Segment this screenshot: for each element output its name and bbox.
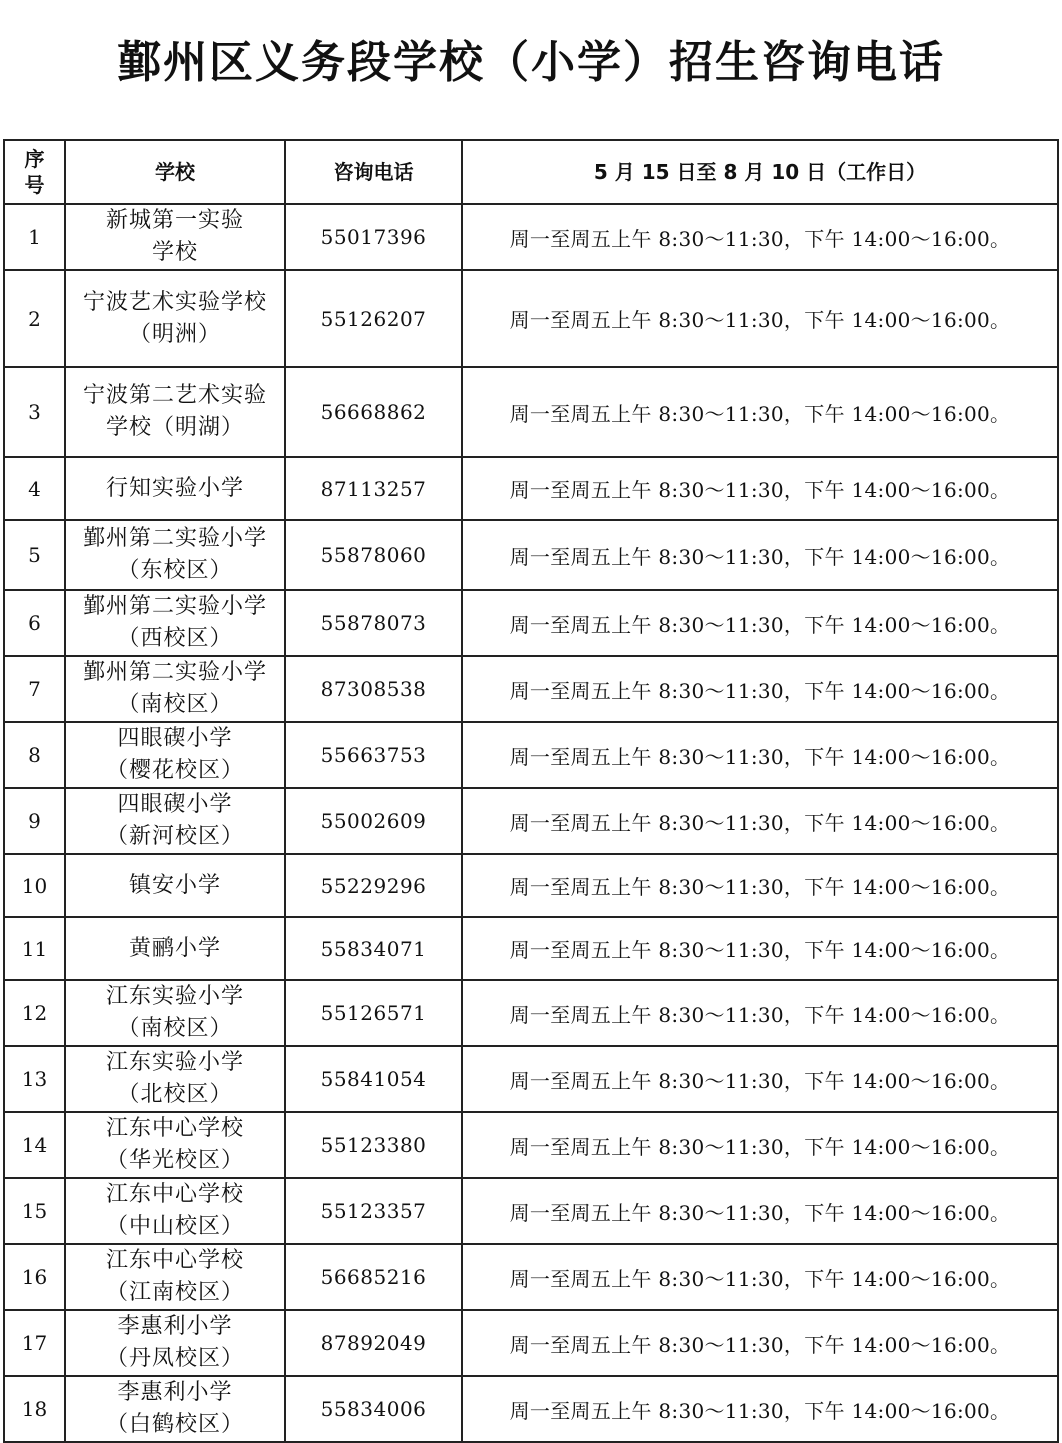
row-hours: 周一至周五上午 8:30～11:30，下午 14:00～16:00。 — [462, 854, 1058, 917]
school-name-line1: 宁波艺术实验学校 — [82, 289, 267, 315]
row-school — [65, 590, 285, 656]
table-body — [4, 204, 1058, 1442]
row-seq: 15 — [4, 1178, 65, 1244]
row-hours: 周一至周五上午 8:30～11:30，下午 14:00～16:00。 — [462, 1178, 1058, 1244]
row-seq: 6 — [4, 590, 65, 656]
row-seq: 3 — [4, 367, 65, 457]
school-name-line2: （西校区） — [117, 626, 233, 651]
row-school — [65, 980, 285, 1046]
row-phone: 55229296 — [285, 854, 462, 917]
row-hours: 周一至周五上午 8:30～11:30，下午 14:00～16:00。 — [462, 367, 1058, 457]
row-school — [65, 1310, 285, 1376]
row-seq: 7 — [4, 656, 65, 722]
row-hours: 周一至周五上午 8:30～11:30，下午 14:00～16:00。 — [462, 520, 1058, 590]
school-name-line1: 李惠利小学 — [117, 1314, 233, 1339]
row-phone: 87308538 — [285, 656, 462, 722]
table-row — [4, 722, 1058, 788]
row-phone: 87892049 — [285, 1310, 462, 1376]
header-phone: 咨询电话 — [285, 140, 462, 204]
row-hours: 周一至周五上午 8:30～11:30，下午 14:00～16:00。 — [462, 1244, 1058, 1310]
table-row — [4, 1046, 1058, 1112]
school-name-line2: （中山校区） — [105, 1214, 244, 1239]
row-seq: 10 — [4, 854, 65, 917]
row-hours: 周一至周五上午 8:30～11:30，下午 14:00～16:00。 — [462, 656, 1058, 722]
school-name-line1: 行知实验小学 — [105, 475, 244, 501]
table-row — [4, 656, 1058, 722]
row-phone: 55878073 — [285, 590, 462, 656]
school-name-line2: （江南校区） — [105, 1280, 244, 1305]
school-name-line1: 宁波第二艺术实验 — [82, 383, 267, 408]
school-name-line1: 鄞州第二实验小学 — [82, 660, 267, 685]
row-seq: 11 — [4, 917, 65, 980]
page-title: 鄞州区义务段学校（小学）招生咨询电话 — [117, 37, 945, 88]
row-hours: 周一至周五上午 8:30～11:30，下午 14:00～16:00。 — [462, 722, 1058, 788]
row-phone: 55841054 — [285, 1046, 462, 1112]
consult-table — [3, 139, 1059, 1443]
table-row — [4, 367, 1058, 457]
school-name-line1: 黄鹂小学 — [128, 935, 221, 961]
row-school — [65, 722, 285, 788]
header-seq-line1: 序 — [24, 147, 45, 171]
row-school — [65, 1376, 285, 1442]
row-phone: 55663753 — [285, 722, 462, 788]
school-name-line2: （樱花校区） — [105, 758, 244, 783]
row-school — [65, 788, 285, 854]
row-school — [65, 1046, 285, 1112]
table-row — [4, 457, 1058, 520]
header-seq-line2: 号 — [24, 173, 45, 197]
row-phone: 56685216 — [285, 1244, 462, 1310]
row-school — [65, 520, 285, 590]
row-hours: 周一至周五上午 8:30～11:30，下午 14:00～16:00。 — [462, 270, 1058, 367]
school-name-line1: 江东实验小学 — [105, 1050, 244, 1075]
school-name-line2: （华光校区） — [105, 1148, 244, 1173]
row-school — [65, 1178, 285, 1244]
row-hours: 周一至周五上午 8:30～11:30，下午 14:00～16:00。 — [462, 1046, 1058, 1112]
row-school — [65, 1244, 285, 1310]
row-hours: 周一至周五上午 8:30～11:30，下午 14:00～16:00。 — [462, 1310, 1058, 1376]
row-phone: 55126207 — [285, 270, 462, 367]
table-row — [4, 788, 1058, 854]
school-name-line1: 新城第一实验 — [105, 208, 244, 233]
row-phone: 55123380 — [285, 1112, 462, 1178]
row-school — [65, 270, 285, 367]
row-school — [65, 656, 285, 722]
row-school — [65, 1112, 285, 1178]
header-seq — [4, 140, 65, 204]
row-seq: 1 — [4, 204, 65, 270]
table-row — [4, 1178, 1058, 1244]
school-name-line1: 江东中心学校 — [105, 1116, 244, 1141]
row-seq: 2 — [4, 270, 65, 367]
row-hours: 周一至周五上午 8:30～11:30，下午 14:00～16:00。 — [462, 980, 1058, 1046]
row-hours: 周一至周五上午 8:30～11:30，下午 14:00～16:00。 — [462, 1376, 1058, 1442]
row-hours: 周一至周五上午 8:30～11:30，下午 14:00～16:00。 — [462, 590, 1058, 656]
row-seq: 18 — [4, 1376, 65, 1442]
table-row — [4, 204, 1058, 270]
row-phone: 55123357 — [285, 1178, 462, 1244]
table-row — [4, 854, 1058, 917]
school-name-line2: （东校区） — [117, 558, 233, 583]
row-phone: 55017396 — [285, 204, 462, 270]
school-name-line2: （南校区） — [117, 1016, 233, 1041]
row-seq: 8 — [4, 722, 65, 788]
row-hours: 周一至周五上午 8:30～11:30，下午 14:00～16:00。 — [462, 457, 1058, 520]
school-name-line2: （南校区） — [117, 692, 233, 717]
row-phone: 55878060 — [285, 520, 462, 590]
school-name-line2: （丹凤校区） — [105, 1346, 244, 1371]
row-seq: 9 — [4, 788, 65, 854]
table-row — [4, 1310, 1058, 1376]
row-phone: 55002609 — [285, 788, 462, 854]
row-seq: 4 — [4, 457, 65, 520]
table-row — [4, 590, 1058, 656]
table-row — [4, 1112, 1058, 1178]
school-name-line1: 李惠利小学 — [117, 1380, 233, 1405]
row-seq: 17 — [4, 1310, 65, 1376]
table-row — [4, 520, 1058, 590]
row-school — [65, 204, 285, 270]
school-name-line2: （新河校区） — [105, 824, 244, 849]
row-hours: 周一至周五上午 8:30～11:30，下午 14:00～16:00。 — [462, 917, 1058, 980]
row-seq: 13 — [4, 1046, 65, 1112]
school-name-line1: 四眼碶小学 — [117, 726, 233, 751]
header-hours: 5 月 15 日至 8 月 10 日（工作日） — [462, 140, 1058, 204]
table-row — [4, 1244, 1058, 1310]
row-school — [65, 367, 285, 457]
school-name-line2: 学校（明湖） — [105, 415, 244, 440]
table-row — [4, 1376, 1058, 1442]
row-hours: 周一至周五上午 8:30～11:30，下午 14:00～16:00。 — [462, 1112, 1058, 1178]
row-seq: 16 — [4, 1244, 65, 1310]
row-phone: 55834006 — [285, 1376, 462, 1442]
table-header-row — [4, 140, 1058, 204]
row-phone: 55834071 — [285, 917, 462, 980]
school-name-line1: 江东实验小学 — [105, 984, 244, 1009]
row-hours: 周一至周五上午 8:30～11:30，下午 14:00～16:00。 — [462, 204, 1058, 270]
row-seq: 12 — [4, 980, 65, 1046]
row-phone: 55126571 — [285, 980, 462, 1046]
school-name-line1: 镇安小学 — [128, 872, 221, 898]
header-school: 学校 — [65, 140, 285, 204]
table-row — [4, 270, 1058, 367]
row-seq: 14 — [4, 1112, 65, 1178]
school-name-line1: 鄞州第二实验小学 — [82, 594, 267, 619]
school-name-line1: 四眼碶小学 — [117, 792, 233, 817]
school-name-line1: 江东中心学校 — [105, 1182, 244, 1207]
school-name-line2: （明洲） — [128, 321, 221, 347]
row-seq: 5 — [4, 520, 65, 590]
school-name-line1: 鄞州第二实验小学 — [82, 526, 267, 551]
row-phone: 87113257 — [285, 457, 462, 520]
row-hours: 周一至周五上午 8:30～11:30，下午 14:00～16:00。 — [462, 788, 1058, 854]
school-name-line1: 江东中心学校 — [105, 1248, 244, 1273]
school-name-line2: （北校区） — [117, 1082, 233, 1107]
school-name-line2: （白鹤校区） — [105, 1412, 244, 1437]
row-school — [65, 854, 285, 917]
table-row — [4, 917, 1058, 980]
school-name-line2: 学校 — [151, 240, 198, 265]
row-phone: 56668862 — [285, 367, 462, 457]
table-row — [4, 980, 1058, 1046]
row-school — [65, 457, 285, 520]
row-school — [65, 917, 285, 980]
